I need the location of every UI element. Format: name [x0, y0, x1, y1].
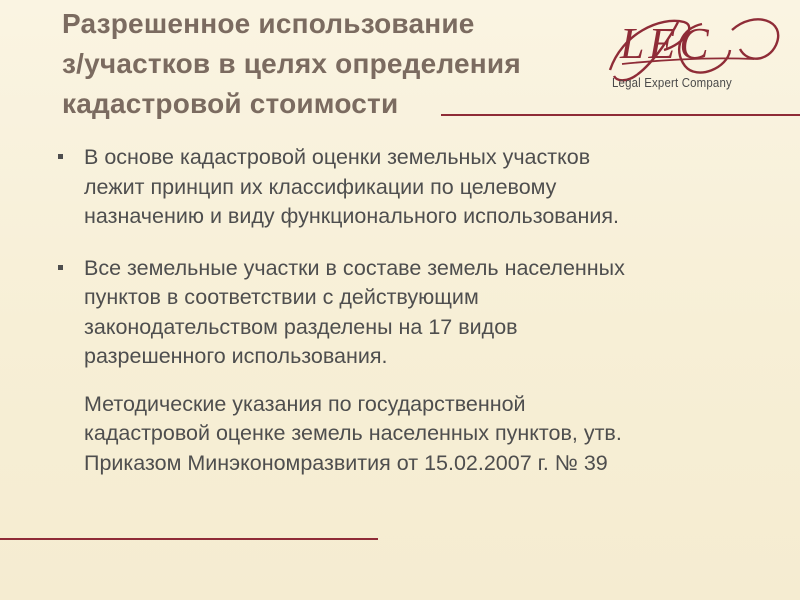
bullet-text-line: лежит принцип их классификации по целевому	[84, 174, 557, 199]
logo-caption: Legal Expert Company	[612, 75, 732, 90]
bullet-text-line: назначению и виду функционального использования.	[84, 204, 619, 228]
title-line: кадастровой стоимости	[62, 88, 399, 119]
bullet-list	[56, 143, 756, 372]
bullet-text-line: законодательством разделены на 17 видов	[84, 314, 518, 339]
bullet-item	[56, 254, 756, 372]
slide-content	[56, 143, 756, 478]
footer-divider	[0, 538, 378, 540]
reference-note	[84, 390, 756, 479]
bullet-text-line: пунктов в соответствии с действующим	[84, 285, 479, 309]
square-bullet-icon	[58, 265, 63, 270]
title-line: Разрешенное использование	[62, 8, 475, 39]
title-line: з/участков в целях определения	[62, 48, 521, 79]
slide-title	[62, 4, 582, 124]
bullet-text-line: разрешенного использования.	[84, 344, 388, 368]
note-line: Приказом Минэкономразвития от 15.02.2007 г. № 39	[84, 450, 608, 475]
note-line: Методические указания по государственной	[84, 391, 526, 416]
svg-text:LEC: LEC	[620, 19, 713, 68]
title-divider	[441, 114, 800, 116]
bullet-text-line: В основе кадастровой оценки земельных участков	[84, 145, 591, 169]
lec-monogram-logo	[602, 14, 792, 104]
bullet-item	[56, 143, 756, 232]
bullet-text-line: Все земельные участки в составе земель населенных	[84, 255, 625, 280]
square-bullet-icon	[58, 154, 63, 159]
note-line: кадастровой оценке земель населенных пунктов, утв.	[84, 421, 622, 445]
